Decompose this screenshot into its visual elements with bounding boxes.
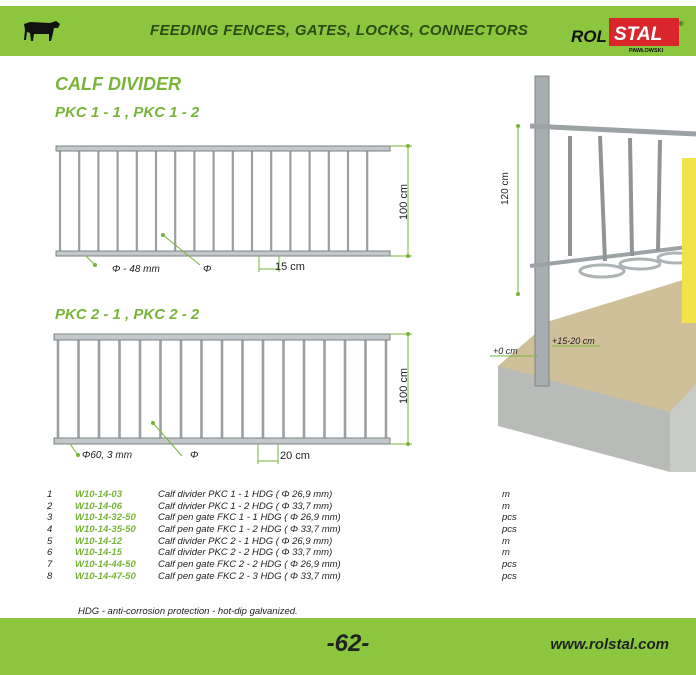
spacing-label-2: 20 cm (280, 450, 310, 462)
rolstal-logo (567, 18, 685, 52)
logo-text-1: ROL (571, 27, 607, 46)
item-number: 4 (47, 524, 53, 536)
list-item (47, 501, 567, 513)
item-description: Calf pen gate FKC 2 - 2 HDG ( Φ 26,9 mm) (158, 559, 341, 571)
website-link[interactable]: www.rolstal.com (550, 636, 669, 653)
item-code: W10-14-12 (75, 535, 122, 547)
item-code: W10-14-32-50 (75, 512, 136, 524)
item-unit: pcs (502, 570, 517, 582)
spacing-label-1: 15 cm (275, 261, 305, 273)
item-number: 8 (47, 570, 53, 582)
item-number: 1 (47, 489, 53, 500)
list-item (47, 536, 567, 548)
divider-diagram-1 (50, 140, 430, 275)
list-item (47, 547, 567, 559)
page-footer (0, 618, 696, 675)
page-number: -62- (326, 630, 370, 657)
item-unit: m (502, 489, 510, 500)
divider-diagram-2 (50, 328, 430, 468)
page-header (0, 0, 696, 58)
item-unit: m (502, 547, 510, 559)
group1-title: PKC 1 - 1 , PKC 1 - 2 (55, 104, 200, 121)
item-code: W10-14-15 (75, 547, 122, 559)
side-tab (682, 158, 696, 323)
logo-text-2: STAL (614, 24, 663, 45)
height-label-1: 100 cm (398, 183, 410, 220)
list-item (47, 559, 567, 571)
list-item (47, 512, 567, 524)
item-unit: m (502, 500, 510, 512)
bar-label-1: Φ (203, 264, 212, 275)
section-title: CALF DIVIDER (55, 74, 181, 94)
item-number: 6 (47, 547, 53, 559)
item-description: Calf divider PKC 1 - 2 HDG ( Φ 33,7 mm) (158, 500, 333, 512)
item-description: Calf pen gate FKC 1 - 2 HDG ( Φ 33,7 mm) (158, 524, 341, 536)
list-item (47, 489, 567, 501)
item-description: Calf divider PKC 2 - 1 HDG ( Φ 26,9 mm) (158, 535, 333, 547)
list-item (47, 524, 567, 536)
item-number: 7 (47, 559, 53, 571)
floor-zero-label: +0 cm (493, 346, 518, 356)
item-number: 3 (47, 512, 53, 524)
logo-sub: PAWŁOWSKI (629, 48, 664, 52)
item-description: Calf pen gate FKC 2 - 3 HDG ( Φ 33,7 mm) (158, 570, 341, 582)
hdg-note: HDG - anti-corrosion protection - hot-dip galvanized. (78, 606, 298, 617)
floor-offset-label: +15-20 cm (552, 336, 595, 346)
item-unit: pcs (502, 559, 517, 571)
pipe-label-2: Φ60, 3 mm (82, 450, 133, 461)
item-code: W10-14-35-50 (75, 524, 136, 536)
item-unit: pcs (502, 512, 517, 524)
cow-icon (20, 18, 62, 44)
item-description: Calf divider PKC 1 - 1 HDG ( Φ 26,9 mm) (158, 489, 333, 500)
item-number: 5 (47, 535, 53, 547)
bar-label-2: Φ (190, 450, 199, 461)
item-description: Calf divider PKC 2 - 2 HDG ( Φ 33,7 mm) (158, 547, 333, 559)
product-photo (490, 66, 696, 472)
product-list (47, 489, 567, 583)
item-description: Calf pen gate FKC 1 - 1 HDG ( Φ 26,9 mm) (158, 512, 341, 524)
list-item (47, 571, 567, 583)
item-unit: pcs (502, 524, 517, 536)
item-code: W10-14-44-50 (75, 559, 136, 571)
item-unit: m (502, 535, 510, 547)
group2-title: PKC 2 - 1 , PKC 2 - 2 (55, 306, 200, 323)
item-code: W10-14-06 (75, 500, 122, 512)
item-number: 2 (47, 500, 53, 512)
item-code: W10-14-03 (75, 489, 122, 500)
header-title: FEEDING FENCES, GATES, LOCKS, CONNECTORS (150, 22, 529, 39)
item-code: W10-14-47-50 (75, 570, 136, 582)
pipe-label-1: Φ - 48 mm (112, 264, 160, 275)
logo-mark: ® (679, 22, 684, 28)
height-label-2: 100 cm (398, 367, 410, 404)
photo-height-label: 120 cm (500, 172, 511, 205)
